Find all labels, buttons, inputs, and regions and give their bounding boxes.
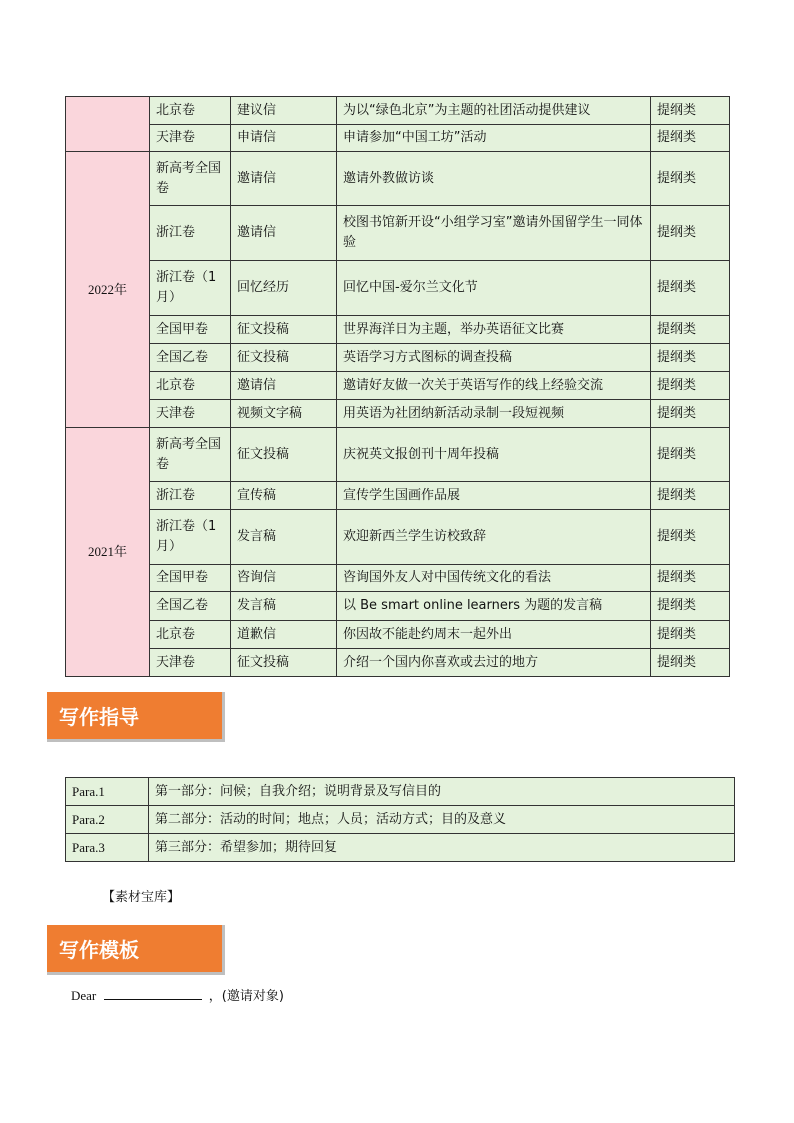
table-row — [66, 482, 730, 510]
writing-guide-heading: 写作指导 — [47, 692, 225, 742]
para-label: Para.1 — [66, 778, 149, 806]
letter-salutation — [71, 985, 284, 1004]
paper-cell: 全国乙卷 — [150, 592, 231, 621]
topic-cell: 以 Be smart online learners 为题的发言稿 — [337, 592, 651, 621]
topic-cell: 介绍一个国内你喜欢或去过的地方 — [337, 649, 651, 677]
topic-cell: 宣传学生国画作品展 — [337, 482, 651, 510]
type-cell: 提纲类 — [651, 510, 730, 565]
genre-cell: 回忆经历 — [231, 261, 337, 316]
paper-cell: 全国甲卷 — [150, 316, 231, 344]
outline-table-body — [66, 778, 735, 862]
genre-cell: 发言稿 — [231, 592, 337, 621]
table-row — [66, 125, 730, 152]
type-cell: 提纲类 — [651, 261, 730, 316]
table-row — [66, 649, 730, 677]
writing-template-heading: 写作模板 — [47, 925, 225, 975]
type-cell: 提纲类 — [651, 428, 730, 482]
paper-cell: 浙江卷（1月） — [150, 510, 231, 565]
table-row — [66, 206, 730, 261]
table-row — [66, 592, 730, 621]
table-row — [66, 152, 730, 206]
paper-cell: 浙江卷（1月） — [150, 261, 231, 316]
genre-cell: 征文投稿 — [231, 428, 337, 482]
table-row — [66, 621, 730, 649]
topic-cell: 庆祝英文报创刊十周年投稿 — [337, 428, 651, 482]
topic-cell: 为以“绿色北京”为主题的社团活动提供建议 — [337, 97, 651, 125]
paper-cell: 北京卷 — [150, 372, 231, 400]
type-cell: 提纲类 — [651, 621, 730, 649]
para-content: 第二部分：活动的时间；地点；人员；活动方式；目的及意义 — [149, 806, 735, 834]
outline-row — [66, 806, 735, 834]
type-cell: 提纲类 — [651, 97, 730, 125]
paper-cell: 新高考全国卷 — [150, 428, 231, 482]
table-row — [66, 565, 730, 592]
type-cell: 提纲类 — [651, 400, 730, 428]
table-row — [66, 97, 730, 125]
topic-cell: 申请参加“中国工坊”活动 — [337, 125, 651, 152]
genre-cell: 道歉信 — [231, 621, 337, 649]
topic-cell: 咨询国外友人对中国传统文化的看法 — [337, 565, 651, 592]
type-cell: 提纲类 — [651, 316, 730, 344]
genre-cell: 申请信 — [231, 125, 337, 152]
paper-cell: 全国乙卷 — [150, 344, 231, 372]
para-label: Para.2 — [66, 806, 149, 834]
para-content: 第三部分：希望参加；期待回复 — [149, 834, 735, 862]
genre-cell: 宣传稿 — [231, 482, 337, 510]
paper-cell: 浙江卷 — [150, 206, 231, 261]
year-cell: 2022年 — [66, 152, 150, 428]
type-cell: 提纲类 — [651, 152, 730, 206]
paper-cell: 北京卷 — [150, 621, 231, 649]
table-row — [66, 261, 730, 316]
table-row — [66, 316, 730, 344]
type-cell: 提纲类 — [651, 125, 730, 152]
topic-cell: 用英语为社团纳新活动录制一段短视频 — [337, 400, 651, 428]
table-row — [66, 428, 730, 482]
outline-row — [66, 778, 735, 806]
para-label: Para.3 — [66, 834, 149, 862]
table-row — [66, 510, 730, 565]
type-cell: 提纲类 — [651, 565, 730, 592]
topic-cell: 回忆中国-爱尔兰文化节 — [337, 261, 651, 316]
year-cell: 2021年 — [66, 428, 150, 677]
resource-library-label: 【素材宝库】 — [102, 890, 181, 905]
genre-cell: 邀请信 — [231, 152, 337, 206]
topic-cell: 校图书馆新开设“小组学习室”邀请外国留学生一同体验 — [337, 206, 651, 261]
salutation-word: Dear — [71, 988, 97, 1003]
topic-cell: 世界海洋日为主题，举办英语征文比赛 — [337, 316, 651, 344]
recipient-blank[interactable] — [104, 986, 202, 1000]
genre-cell: 征文投稿 — [231, 344, 337, 372]
paper-cell: 新高考全国卷 — [150, 152, 231, 206]
type-cell: 提纲类 — [651, 482, 730, 510]
genre-cell: 邀请信 — [231, 206, 337, 261]
year-cell — [66, 97, 150, 152]
type-cell: 提纲类 — [651, 206, 730, 261]
table-row — [66, 344, 730, 372]
type-cell: 提纲类 — [651, 344, 730, 372]
genre-cell: 咨询信 — [231, 565, 337, 592]
topic-cell: 欢迎新西兰学生访校致辞 — [337, 510, 651, 565]
paper-cell: 天津卷 — [150, 125, 231, 152]
topic-cell: 英语学习方式图标的调查投稿 — [337, 344, 651, 372]
paper-cell: 全国甲卷 — [150, 565, 231, 592]
paper-cell: 北京卷 — [150, 97, 231, 125]
paper-cell: 浙江卷 — [150, 482, 231, 510]
genre-cell: 发言稿 — [231, 510, 337, 565]
para-content: 第一部分：问候；自我介绍；说明背景及写信目的 — [149, 778, 735, 806]
genre-cell: 视频文字稿 — [231, 400, 337, 428]
type-cell: 提纲类 — [651, 592, 730, 621]
exam-table-body — [66, 97, 730, 677]
type-cell: 提纲类 — [651, 372, 730, 400]
genre-cell: 征文投稿 — [231, 316, 337, 344]
exam-summary-table — [65, 96, 730, 677]
genre-cell: 邀请信 — [231, 372, 337, 400]
topic-cell: 邀请好友做一次关于英语写作的线上经验交流 — [337, 372, 651, 400]
outline-table — [65, 777, 735, 862]
paper-cell: 天津卷 — [150, 400, 231, 428]
outline-row — [66, 834, 735, 862]
table-row — [66, 400, 730, 428]
table-row — [66, 372, 730, 400]
topic-cell: 你因故不能赴约周末一起外出 — [337, 621, 651, 649]
genre-cell: 征文投稿 — [231, 649, 337, 677]
genre-cell: 建议信 — [231, 97, 337, 125]
type-cell: 提纲类 — [651, 649, 730, 677]
paper-cell: 天津卷 — [150, 649, 231, 677]
salutation-note: ，(邀请对象) — [208, 989, 284, 1004]
topic-cell: 邀请外教做访谈 — [337, 152, 651, 206]
